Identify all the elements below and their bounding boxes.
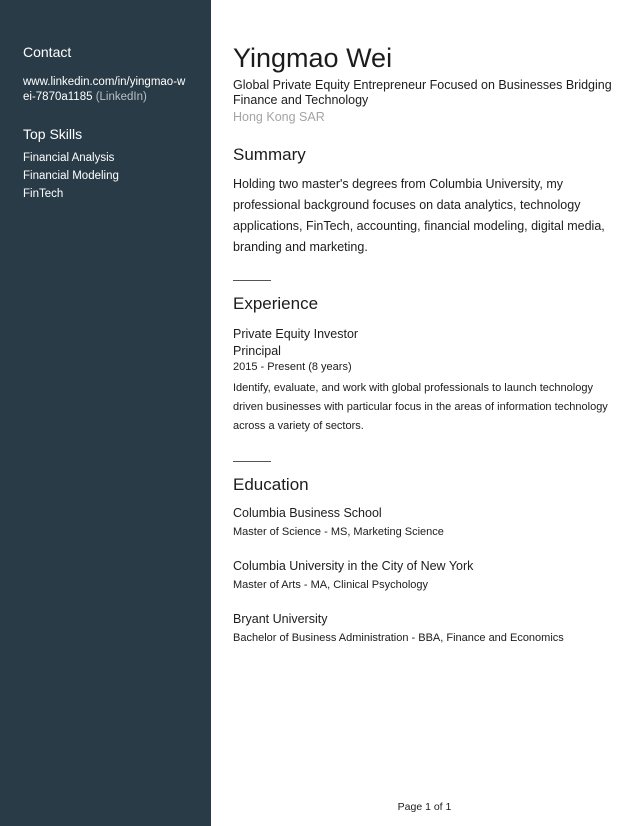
experience-role: Principal <box>233 344 281 358</box>
experience-item <box>233 326 623 436</box>
education-item <box>233 558 623 592</box>
education-item <box>233 611 623 645</box>
education-degree: Master of Science - MS, Marketing Science <box>233 526 444 538</box>
linkedin-link[interactable] <box>23 75 189 105</box>
sidebar <box>0 0 211 826</box>
profile-headline: Global Private Equity Entrepreneur Focused on Businesses Bridging Finance and Technology <box>233 78 612 107</box>
experience-dates: 2015 - Present (8 years) <box>233 361 352 373</box>
skill-item: FinTech <box>23 188 64 200</box>
summary-text: Holding two master's degrees from Columbia University, my professional background focuses on data analytics, technology applications, FinTech, accounting, financial modeling, digital media, branding and marketing. <box>233 177 605 254</box>
education-item <box>233 505 623 539</box>
education-degree: Bachelor of Business Administration - BBA, Finance and Economics <box>233 632 564 644</box>
linkedin-label: (LinkedIn) <box>95 91 147 103</box>
education-school: Bryant University <box>233 612 328 626</box>
experience-description: Identify, evaluate, and work with global professionals to launch technology driven businesses with particular focus in the areas of information technology across a variety of sectors. <box>233 382 608 432</box>
contact-heading: Contact <box>23 44 72 60</box>
summary-heading: Summary <box>233 145 306 164</box>
education-school: Columbia University in the City of New York <box>233 559 474 573</box>
page-number: Page 1 of 1 <box>397 801 452 813</box>
section-divider <box>233 280 271 281</box>
education-heading: Education <box>233 475 309 494</box>
education-school: Columbia Business School <box>233 506 382 520</box>
section-divider <box>233 461 271 462</box>
experience-heading: Experience <box>233 294 319 313</box>
experience-company: Private Equity Investor <box>233 327 359 341</box>
profile-name: Yingmao Wei <box>233 43 393 73</box>
skills-list <box>23 149 189 203</box>
education-degree: Master of Arts - MA, Clinical Psychology <box>233 579 429 591</box>
skill-item: Financial Modeling <box>23 170 119 182</box>
skill-item: Financial Analysis <box>23 152 115 164</box>
main-content <box>233 42 623 664</box>
linkedin-url[interactable]: www.linkedin.com/in/yingmao-wei-7870a1185 <box>23 76 186 103</box>
top-skills-heading: Top Skills <box>23 126 83 142</box>
profile-location: Hong Kong SAR <box>233 110 325 124</box>
